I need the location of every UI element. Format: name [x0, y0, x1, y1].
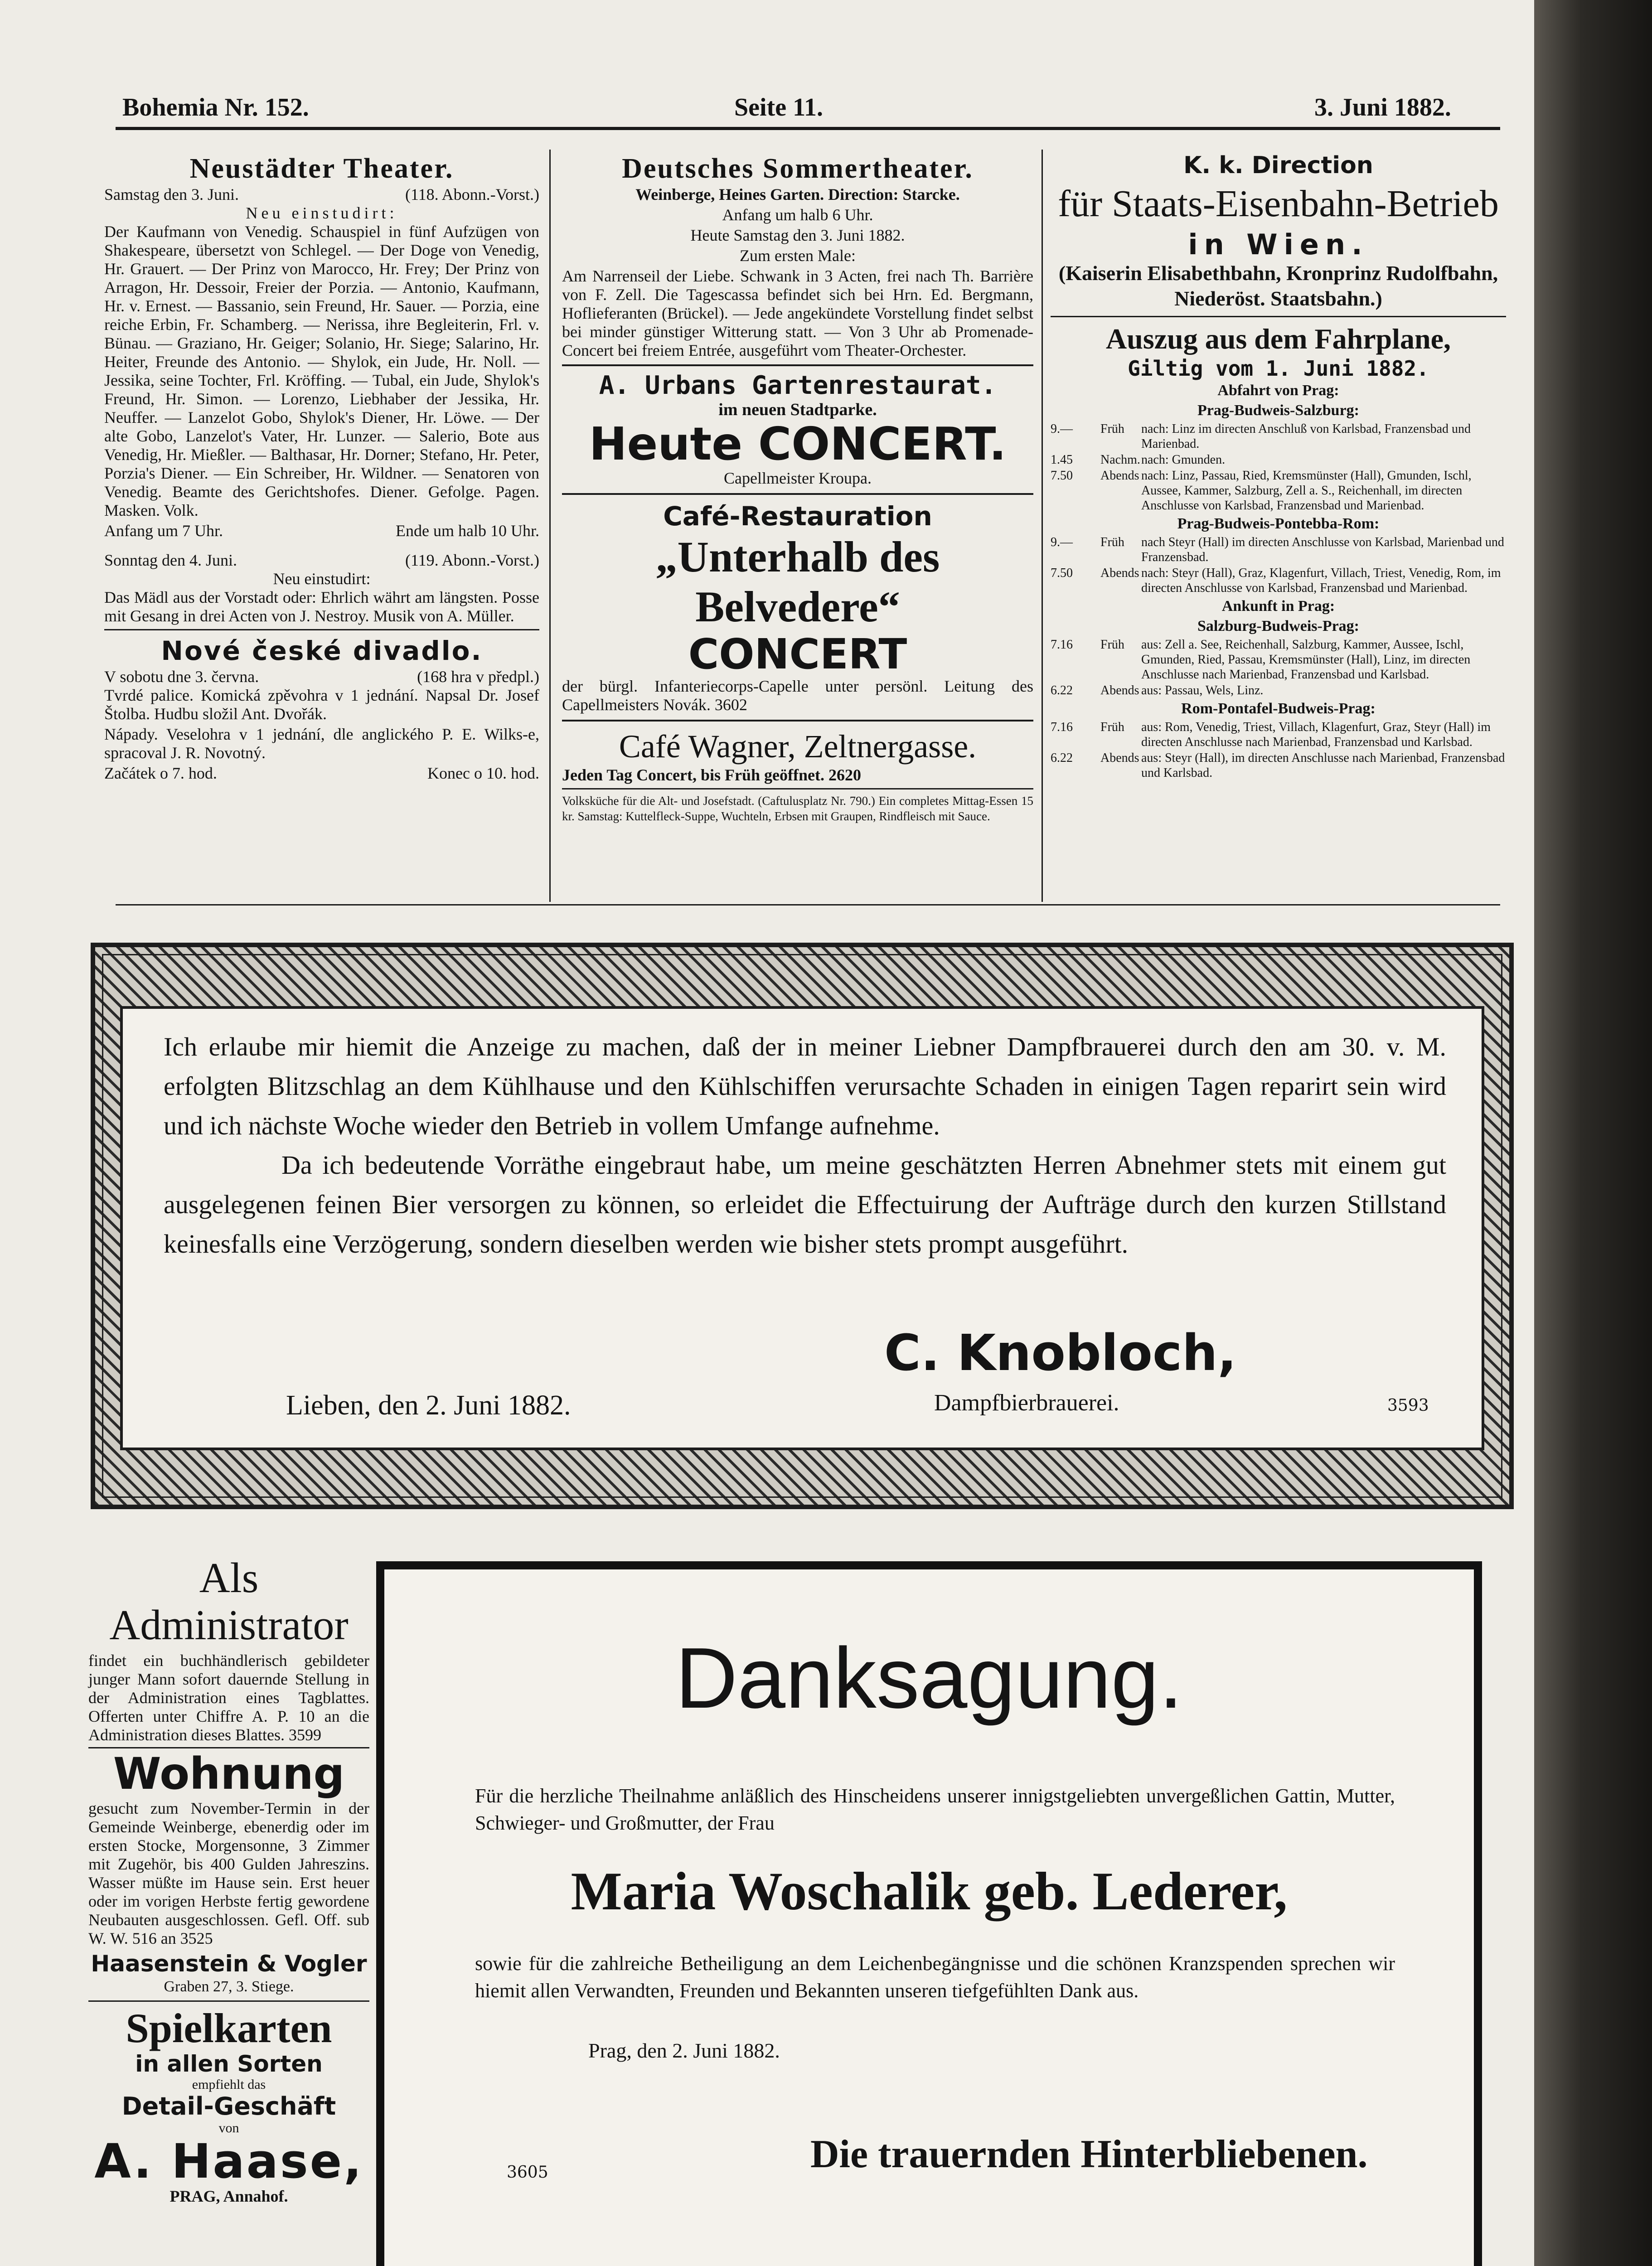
cafe-concert: CONCERT — [688, 630, 907, 678]
theatre-play1: Der Kaufmann von Venedig. Schauspiel in fünf Aufzügen von Shakespeare, übersetzt von Schlegel. — Der Doge von Venedig, Hr. Grauert. — Der Prinz von Marocco, Hr. Frey; Der Prinz von Arragon, Hr. Dessoir, Freier der Porzia. — Antonio, Kaufmann, Hr. v. Ernest. — Bassanio, sein Freund, Hr. Sauer. — Porzia, eine reiche Erbin, Fr. Schamberg. — Nerissa, ihre Begleiterin, Frl. v. Bünau. — Graziano, Hr. Geiger; Solanio, Hr. Siege; Salarino, Hr. Heiter, Freunde des Antonio. — Shylok, ein Jude, Hr. Noll. — Jessika, seine Tochter, Frl. Kröffing. — Tubal, ein Jude, Shylok's Freund, Hr. Simon. — Lorenzo, Liebhaber der Jessika, Hr. Neuffer. — Lanzelot Gobo, Shylok's Diener, Hr. Löwe. — Der alte Gobo, Lanzelot's Vater, Hr. Lunzer. — Salerio, Bote aus Venedig, Hr. Mießler. — Balthasar, Hr. Dorner; Stefano, Hr. Peter, Porzia's Diener. — Ein Schreiber, Hr. Wildner. — Senatoren von Venedig. Beamte des Gerichtshofes. Diener. Gefolge. Pagen. Masken. Volk. — [104, 223, 539, 519]
theatre-play2: Das Mädl aus der Vorstadt oder: Ehrlich währt am längsten. Posse mit Gesang in drei Acten von J. Nestroy. Musik von A. Müller. — [104, 588, 539, 625]
summer-play: Am Narrenseil der Liebe. Schwank in 3 Acten, frei nach Th. Barrière von F. Zell. Die Tagescassa befindet sich bei Hrn. Ed. Bergmann, Hoflieferanten (Brückel). — Jede angekündete Vorstellung findet selbst bei minder günstiger Witterung statt. — Von 3 Uhr ab Promenade-Concert bei freiem Entrée, ausgeführt vom Theater-Orchester. — [562, 267, 1033, 359]
route-3-title: Salzburg-Budweis-Prag: — [1197, 618, 1359, 634]
czech-abo: (168 hra v předpl.) — [417, 668, 539, 686]
theatre-title: Neustädter Theater. — [189, 153, 454, 184]
theatre-date1: Samstag den 3. Juni. — [104, 185, 239, 203]
schedule-row: 7.16 Früh aus: Zell a. See, Reichenhall, Salzburg, Kammer, Aussee, Ischl, Gmunden, Ried, Passau, Kremsmünster (Hall), Linz, im directen Anschlusse nach Marienbad, Franzensbad und Karlsbad. — [1051, 638, 1471, 682]
haasenstein-address: Graben 27, 3. Stiege. — [164, 1978, 294, 1995]
czech-end: Konec o 10. hod. — [427, 764, 539, 782]
haasenstein: Haasenstein & Vogler — [91, 1951, 367, 1977]
cafe-text: der bürgl. Infanteriecorps-Capelle unter persönl. Leitung des Capellmeisters Novák. 3602 — [562, 677, 1033, 714]
column-railway — [1051, 152, 1506, 902]
column-divider — [1042, 150, 1043, 902]
notice-company: Dampfbierbrauerei. — [934, 1390, 1119, 1416]
rail-title: für Staats-Eisenbahn-Betrieb — [1058, 183, 1499, 225]
schedule-row: 7.50 Abends nach: Linz, Passau, Ried, Kremsmünster (Hall), Gmunden, Ischl, Aussee, Kammer, Salzburg, Zell a. S., Reichenhall, im directen Anschlusse von Karlsbad, Franzensbad und Marienbad. — [1051, 469, 1472, 513]
wagner-small: Volksküche für die Alt- und Josefstadt. (Caftulusplatz Nr. 790.) Ein completes Mittag-Essen 15 kr. Samstag: Kuttelfleck-Suppe, Wuchteln, Erbsen mit Graupen, Rindfleisch mit Sauce. — [562, 794, 1033, 823]
cards-recommended: empfiehlt das — [192, 2077, 266, 2092]
column-summer — [562, 152, 1033, 902]
urban-sub: im neuen Stadtparke. — [718, 400, 877, 419]
rail-city: in Wien. — [1188, 228, 1369, 261]
notice-place-date: Lieben, den 2. Juni 1882. — [286, 1390, 571, 1421]
danksagung-name: Maria Woschalik geb. Lederer, — [571, 1861, 1288, 1921]
danksagung-frame — [376, 1561, 1482, 2266]
urban-title: A. Urbans Gartenrestaurat. — [599, 371, 997, 400]
notice-para1: Ich erlaube mir hiemit die Anzeige zu machen, daß der in meiner Liebner Dampfbrauerei durch den am 30. v. M. erfolgten Blitzschlag an dem Kühlhause und den Kühlschiffen verursachte Schaden in einigen Tagen reparirt sein wird und ich nächste Woche wieder den Betrieb in vollem Umfange aufnehme. — [164, 1032, 1446, 1140]
schedule-row: 9.— Früh nach Steyr (Hall) im directen Anschlusse von Karlsbad, Marienbad und Franzensbad. — [1051, 535, 1504, 564]
rail-direction: K. k. Direction — [1183, 152, 1373, 179]
haase-address: PRAG, Annahof. — [170, 2187, 288, 2205]
theatre-end1: Ende um halb 10 Uhr. — [396, 522, 539, 540]
route-1-title: Prag-Budweis-Salzburg: — [1197, 402, 1359, 419]
czech-date: V sobotu dne 3. června. — [104, 668, 259, 686]
haase-name: A. Haase, — [94, 2134, 363, 2189]
danksagung-intro: Für die herzliche Theilnahme anläßlich des Hinscheidens unserer innigstgeliebten unvergeßlichen Gattin, Mutter, Schwieger- und Großmutter, der Frau — [475, 1785, 1395, 1834]
admin-title: Als Administrator — [109, 1554, 349, 1649]
cards-shop: Detail-Geschäft — [121, 2092, 336, 2121]
notice-para2: Da ich bedeutende Vorräthe eingebraut habe, um meine geschätzten Herren Abnehmer stets mit einem gut ausgelegenen feinen Bier versorgen zu können, so erleidet die Effectuirung der Aufträge durch den kurzen Stillstand keinesfalls eine Verzögerung, sondern dieselben werden wie bisher stets prompt ausgeführt. — [164, 1150, 1446, 1259]
page-edge-shadow — [1534, 0, 1652, 2266]
wagner-line: Jeden Tag Concert, bis Früh geöffnet. 2620 — [562, 766, 861, 784]
summer-title: Deutsches Sommertheater. — [622, 153, 974, 184]
wohnung-text: gesucht zum November-Termin in der Gemeinde Weinberge, ebenerdig oder im ersten Stocke, Morgensonne, 3 Zimmer mit Zugehör, bis 400 Gulden Jahreszins. Wasser müßte im Hause sein. Erst heuer oder im vorigen Herbste fertig gewordene Neubauten ausgeschlossen. Gefl. Off. sub W. W. 516 an 3525 — [88, 1799, 369, 1947]
header-date: 3. Juni 1882. — [1314, 93, 1451, 121]
column-divider — [549, 150, 551, 902]
left-ads — [88, 1554, 369, 2266]
header-rule — [116, 127, 1500, 130]
rail-extract: Auszug aus dem Fahrplane, — [1106, 323, 1451, 355]
schedule-row: 6.22 Abends aus: Steyr (Hall), im directen Anschlusse nach Marienbad, Franzensbad und Karlsbad. — [1051, 751, 1505, 780]
schedule-row: 9.— Früh nach: Linz im directen Anschluß von Karlsbad, Franzensbad und Marienbad. — [1051, 422, 1471, 451]
notice-panel — [120, 1006, 1484, 1450]
danksagung-title: Danksagung. — [675, 1630, 1183, 1726]
theatre-start1: Anfang um 7 Uhr. — [104, 522, 223, 540]
czech-play1: Tvrdé palice. Komická zpěvohra v 1 jednání. Napsal Dr. Josef Štolba. Hudbu složil Ant. Dvořák. — [104, 686, 539, 723]
theatre-abo1: (118. Abonn.-Vorst.) — [405, 185, 539, 203]
danksagung-place-date: Prag, den 2. Juni 1882. — [588, 2039, 780, 2062]
route-2-title: Prag-Budweis-Pontebba-Rom: — [1177, 515, 1380, 532]
wagner-title: Café Wagner, Zeltnergasse. — [619, 728, 977, 765]
notice-number: 3593 — [1387, 1396, 1429, 1415]
theatre-abo2: (119. Abonn.-Vorst.) — [405, 551, 539, 569]
wohnung-title: Wohnung — [113, 1748, 345, 1799]
rail-lines: (Kaiserin Elisabethbahn, Kronprinz Rudolfbahn, Niederöst. Staatsbahn.) — [1058, 261, 1498, 310]
schedule-row: 7.16 Früh aus: Rom, Venedig, Triest, Villach, Klagenfurt, Graz, Steyr (Hall) im directen Anschlusse nach Marienbad, Franzensbad und Karlsbad. — [1051, 720, 1491, 749]
czech-title: Nové české divadlo. — [161, 635, 483, 666]
urban-concert: Heute CONCERT. — [589, 417, 1007, 470]
theatre-date2: Sonntag den 4. Juni. — [104, 551, 237, 569]
schedule-departures: Abfahrt von Prag: — [1217, 382, 1339, 399]
schedule-row: 7.50 Abends nach: Steyr (Hall), Graz, Klagenfurt, Villach, Triest, Venedig, Rom, im directen Anschlusse von Karlsbad, Franzensbad und Marienbad. — [1051, 566, 1501, 595]
rail-valid: Giltig vom 1. Juni 1882. — [1128, 356, 1429, 381]
theatre-new1: Neu einstudirt: — [246, 204, 398, 222]
admin-text: findet ein buchhändlerisch gebildeter junger Mann sofort dauernde Stellung in der Administration eines Tagblattes. Offerten unter Chiffre A. P. 10 an die Administration dieses Blattes. 3599 — [88, 1651, 369, 1744]
notice-ornament-frame — [91, 943, 1514, 1509]
cafe-title: Café-Restauration — [663, 501, 932, 532]
danksagung-number: 3605 — [507, 2163, 548, 2182]
header-page: Seite 11. — [734, 93, 823, 121]
schedule-row: 6.22 Abends aus: Passau, Wels, Linz. — [1051, 683, 1264, 697]
section-rule — [116, 904, 1500, 905]
danksagung-body: sowie für die zahlreiche Betheiligung an dem Leichenbegängnisse und die schönen Kranzspenden sprechen wir hiemit allen Verwandten, Freunden und Bekannten unseren tiefgefühlten Dank aus. — [475, 1952, 1395, 2002]
cafe-name: „Unterhalb des Belvedere“ — [655, 533, 940, 631]
summer-today: Heute Samstag den 3. Juni 1882. — [690, 226, 905, 244]
header-paper: Bohemia Nr. 152. — [122, 93, 309, 121]
column-theatre — [104, 152, 539, 902]
notice-signature: C. Knobloch, — [884, 1324, 1237, 1382]
theatre-new2: Neu einstudirt: — [273, 570, 371, 588]
czech-start: Začátek o 7. hod. — [104, 764, 217, 782]
notice-text — [164, 1027, 1446, 1264]
danksagung-signed: Die trauernden Hinterbliebenen. — [810, 2132, 1368, 2176]
schedule-arrivals: Ankunft in Prag: — [1221, 598, 1335, 615]
route-4-title: Rom-Pontafel-Budweis-Prag: — [1181, 700, 1376, 717]
urban-master: Capellmeister Kroupa. — [724, 469, 872, 487]
summer-first: Zum ersten Male: — [740, 247, 856, 265]
schedule — [1051, 381, 1506, 780]
czech-play2: Nápady. Veselohra v 1 jednání, dle anglického P. E. Wilks-e, spracoval J. R. Novotný. — [104, 725, 539, 762]
cards-from: von — [218, 2121, 239, 2135]
schedule-row: 1.45 Nachm. nach: Gmunden. — [1051, 453, 1226, 467]
cards-title: Spielkarten — [126, 2005, 332, 2051]
summer-venue: Weinberge, Heines Garten. Direction: Starcke. — [635, 185, 960, 203]
summer-start: Anfang um halb 6 Uhr. — [722, 206, 873, 224]
cards-sorts: in allen Sorten — [135, 2051, 323, 2077]
